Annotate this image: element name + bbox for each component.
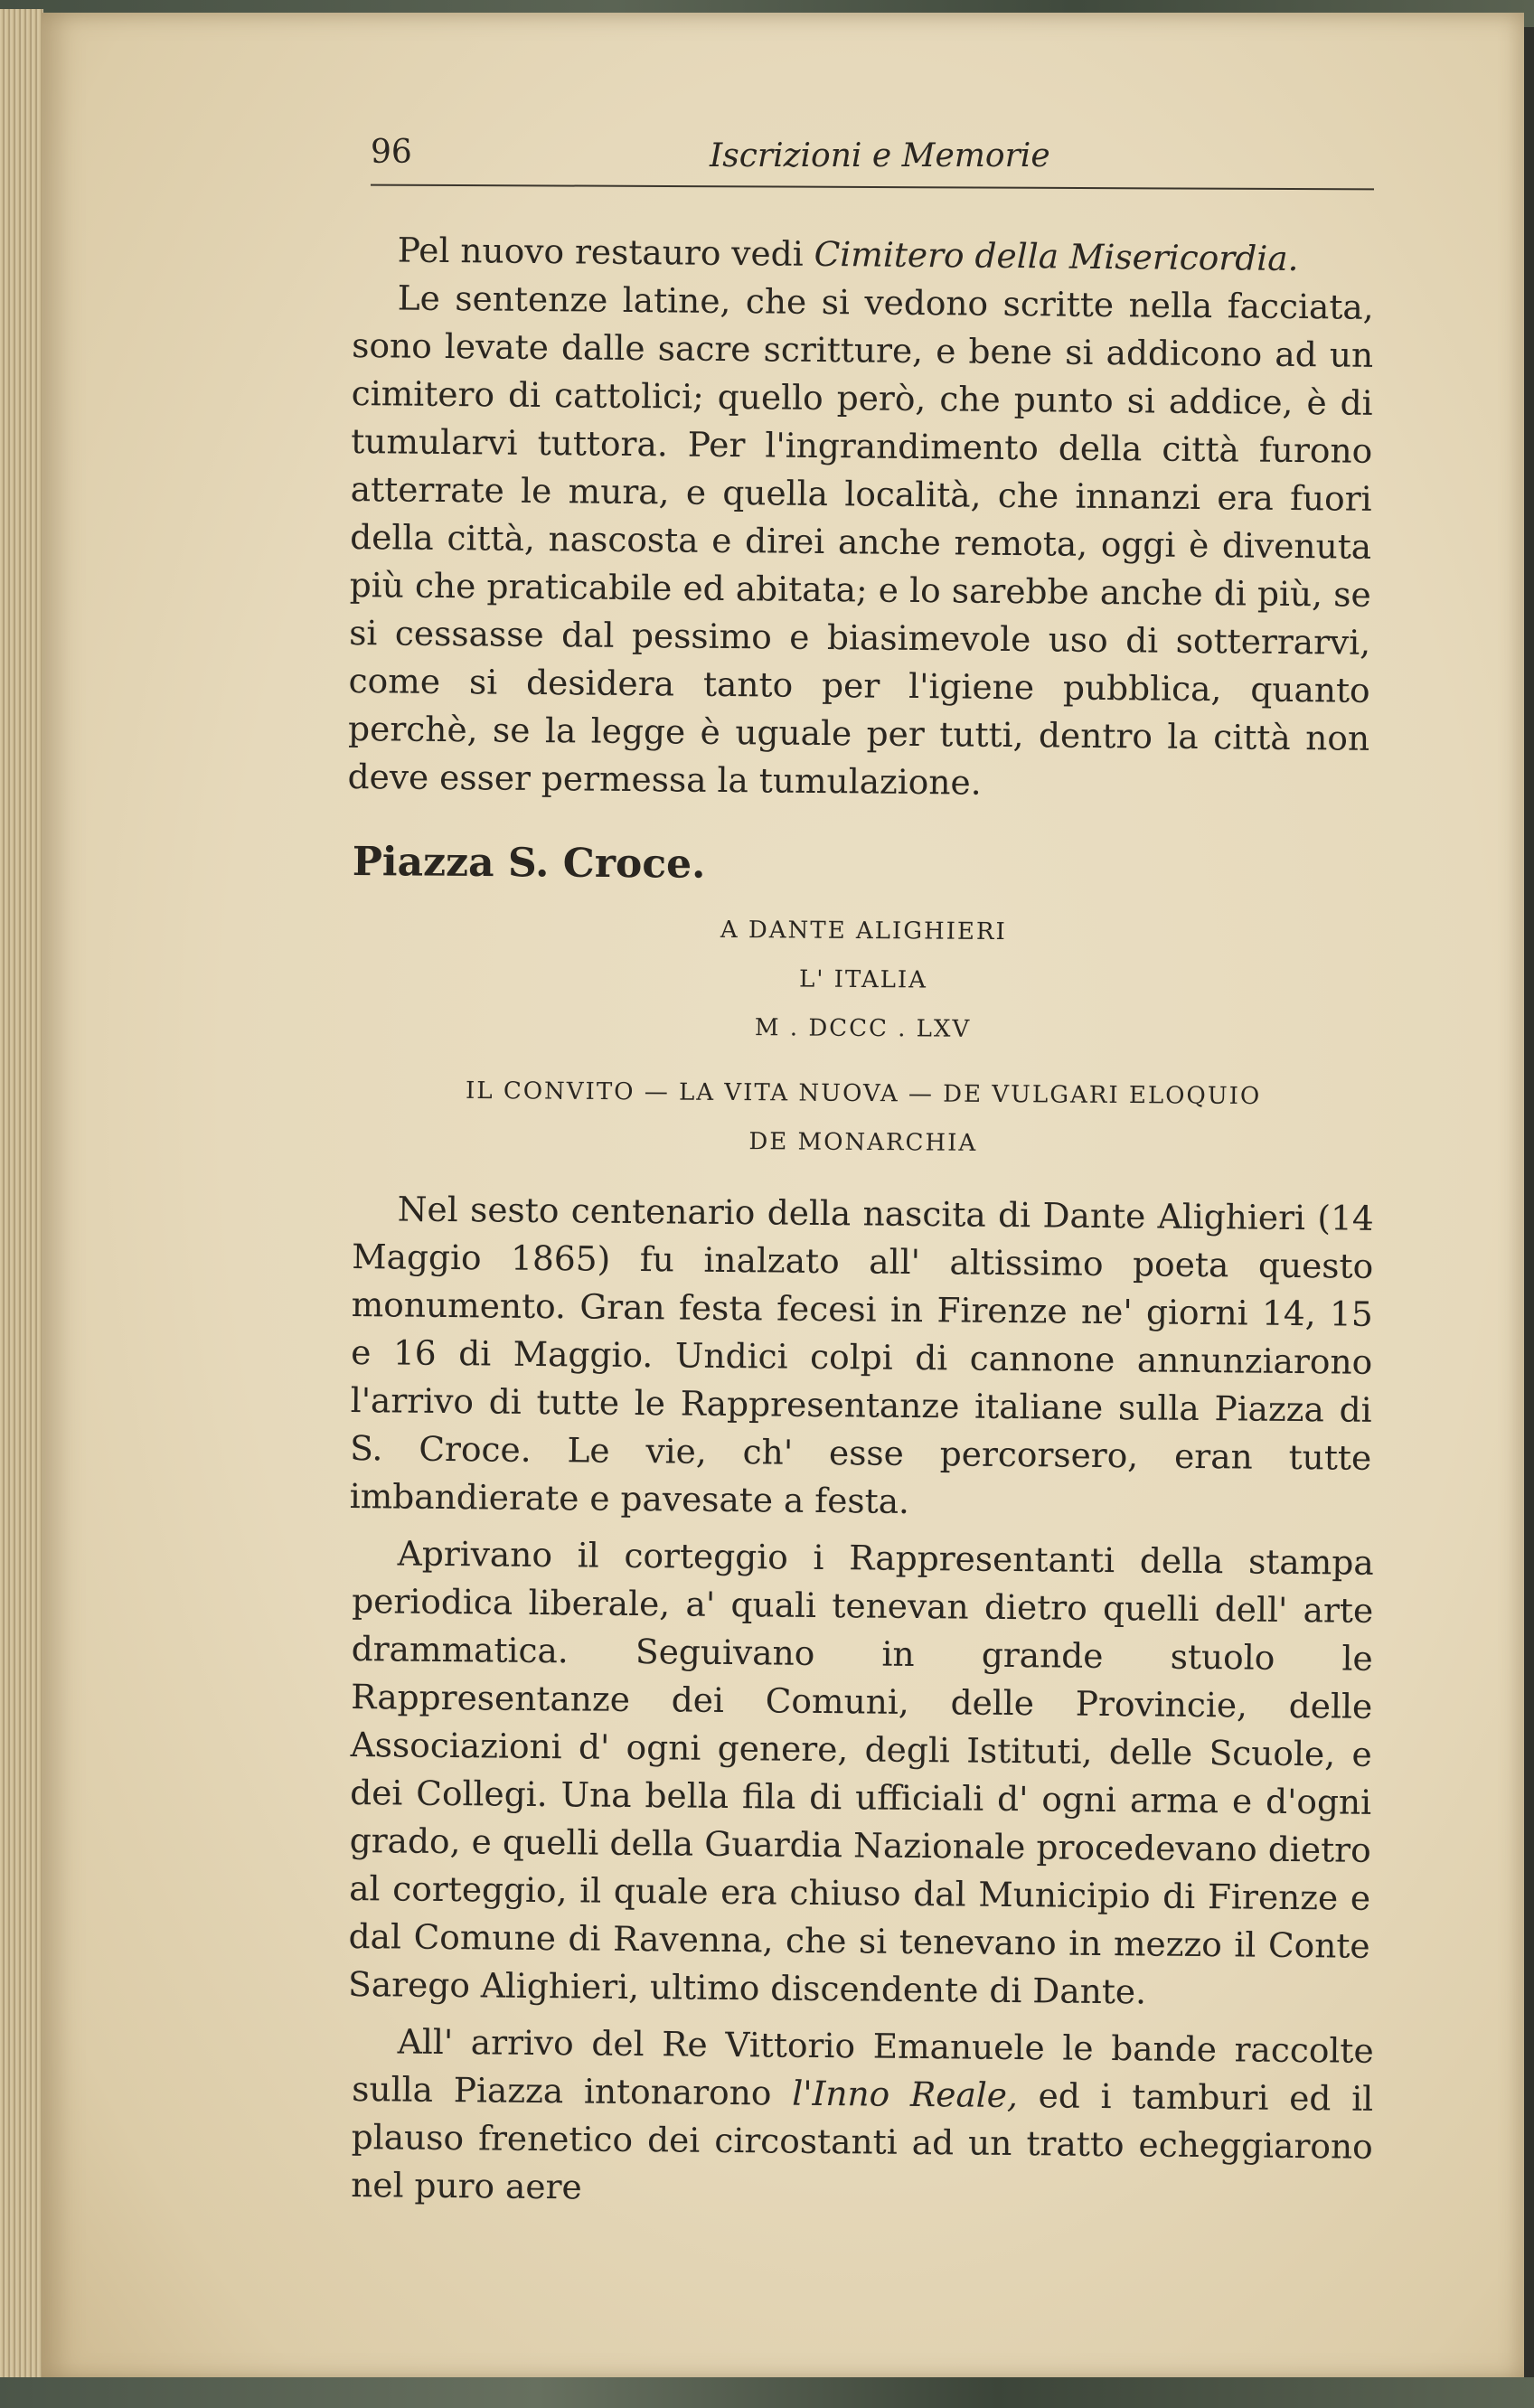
running-head bbox=[353, 127, 1374, 199]
paragraph-latin-sentences: Le sentenze latine, che si vedono scritte nella facciata, sono levate dalle sacre scritture, e bene si addicono ad un cimitero di cattolici; quello però, che punto si addice, è di tumularvi tuttora. Per l'ingrandimento della città furono atterrate le mura, e quella località, che innanzi era fuori della città, nascosta e direi anche remota, oggi è divenuta più che praticabile ed abitata; e lo sarebbe anche di più, se si cessasse dal pessimo e biasimevole uso di sotterrarvi, come si desidera tanto per l'igiene pubblica, quanto perchè, se la legge è uguale per tutti, dentro la città non deve esser permessa la tumulazione. bbox=[347, 277, 1374, 803]
marbled-cover-bottom bbox=[0, 2377, 1534, 2408]
page-content bbox=[347, 127, 1374, 2209]
inscription-dedication bbox=[352, 903, 1374, 1057]
king-arrival-text: All' arrivo del Re Vittorio Emanuele le bande raccolte sulla Piazza intonarono bbox=[352, 2021, 1374, 2113]
inscription-works bbox=[353, 1066, 1375, 1171]
king-arrival-text-end: ed i tamburi ed il plauso frenetico dei circostanti ad un tratto echeggiarono nel puro aere bbox=[351, 2075, 1374, 2207]
restoration-note-text: Pel nuovo restauro vedi bbox=[397, 230, 814, 274]
page-number: 96 bbox=[371, 134, 412, 171]
section-heading: Piazza S. Croce. bbox=[352, 839, 706, 888]
running-title: Iscrizioni e Memorie bbox=[710, 137, 1050, 174]
page-edges bbox=[0, 9, 43, 2386]
king-arrival-italic: l'Inno Reale, bbox=[792, 2073, 1019, 2116]
paragraph-king-arrival bbox=[351, 2018, 1374, 2219]
inscription-line-2: L' ITALIA bbox=[798, 965, 928, 994]
inscription-works-line-2: DE MONARCHIA bbox=[748, 1128, 978, 1157]
inscription-works-line-1: IL CONVITO — LA VITA NUOVA — DE VULGARI ELOQUIO bbox=[465, 1077, 1262, 1111]
header-rule bbox=[371, 184, 1374, 191]
inscription-line-1: A DANTE ALIGHIERI bbox=[720, 916, 1007, 946]
restoration-note-italic: Cimitero della Misericordia. bbox=[814, 233, 1299, 279]
paragraph-procession: Aprivano il corteggio i Rappresentanti della stampa periodica liberale, a' quali tenevan dietro quelli dell' arte drammatica. Seguivano in grande stuolo le Rappresentanze dei Comuni, delle Provincie, delle Associazioni d' ogni genere, degli Istituti, delle Scuole, e dei Collegi. Una bella fila di ufficiali d' ogni arma e d'ogni grado, e quelli della Guardia Nazionale procedevano dietro al corteggio, il quale era chiuso dal Municipio di Firenze e dal Comune di Ravenna, che si tenevano in mezzo il Conte Sarego Alighieri, ultimo discendente di Dante. bbox=[347, 1533, 1374, 2012]
inscription-line-3: M . DCCC . LXV bbox=[754, 1014, 972, 1043]
paragraph-centenary: Nel sesto centenario della nascita di Dante Alighieri (14 Maggio 1865) fu inalzato all' altissimo poeta questo monumento. Gran festa fecesi in Firenze ne' giorni 14, 15 e 16 di Maggio. Undici colpi di cannone annunziarono l'arrivo di tutte le Rappresentanze italiane sulla Piazza di S. Croce. Le vie, ch' esse percorsero, eran tutte imbandierate e pavesate a festa. bbox=[349, 1189, 1374, 1521]
